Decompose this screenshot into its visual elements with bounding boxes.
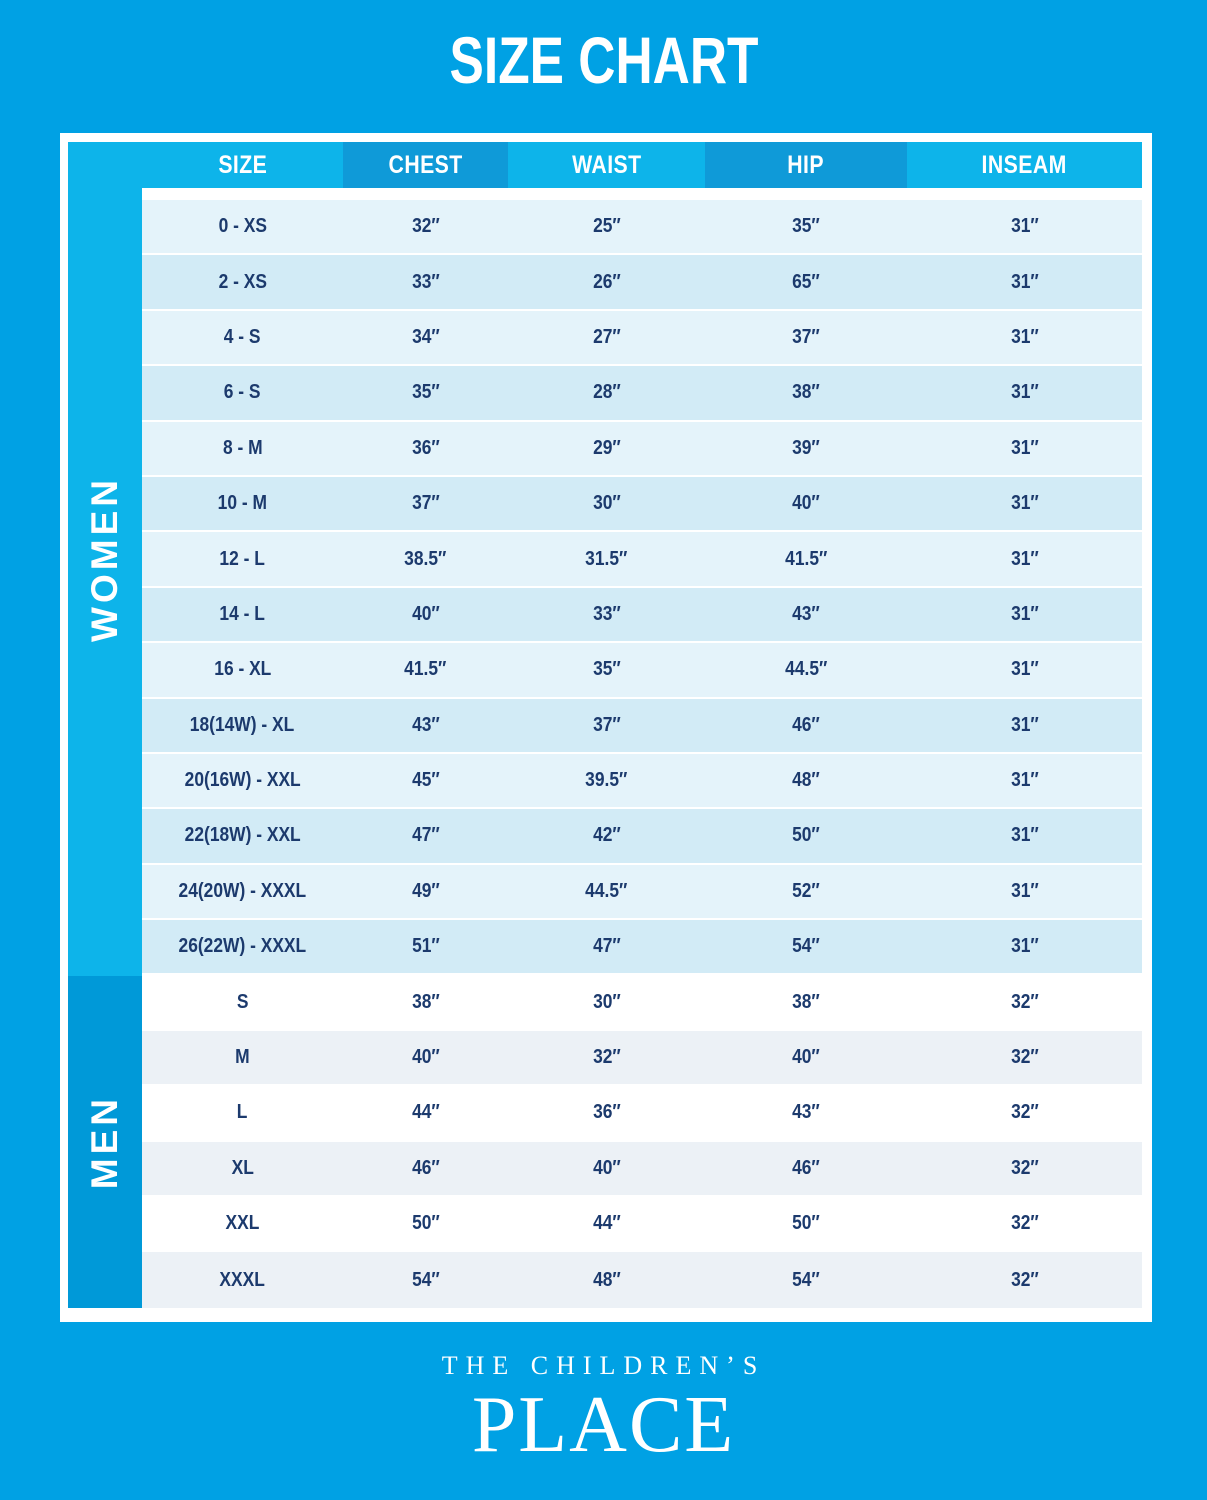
table-row bbox=[142, 1252, 1142, 1307]
cell-size-value: 18(14W) - XL bbox=[190, 713, 295, 736]
cell-waist bbox=[508, 366, 705, 419]
cell-inseam-value: 32″ bbox=[1010, 1046, 1039, 1069]
table-row bbox=[142, 754, 1142, 809]
cell-inseam-value: 32″ bbox=[1010, 1101, 1039, 1124]
cell-chest bbox=[343, 477, 508, 530]
cell-inseam bbox=[907, 588, 1142, 641]
cell-waist-value: 28″ bbox=[592, 381, 621, 404]
cell-waist bbox=[508, 1197, 705, 1250]
cell-waist bbox=[508, 1252, 705, 1307]
header-gap bbox=[142, 188, 1142, 200]
cell-chest-value: 35″ bbox=[411, 381, 440, 404]
cell-inseam-value: 31″ bbox=[1010, 602, 1039, 625]
page-title: SIZE CHART bbox=[449, 23, 758, 97]
table-row bbox=[142, 643, 1142, 698]
cell-hip-value: 38″ bbox=[792, 990, 820, 1013]
cell-hip bbox=[705, 1252, 907, 1307]
cell-waist bbox=[508, 477, 705, 530]
cell-waist-value: 27″ bbox=[592, 325, 621, 348]
header-inseam-label: INSEAM bbox=[981, 150, 1068, 179]
cell-chest-value: 50″ bbox=[411, 1212, 440, 1235]
cell-size bbox=[142, 975, 343, 1028]
table-row bbox=[142, 809, 1142, 864]
cell-inseam-value: 31″ bbox=[1010, 935, 1039, 958]
cell-hip bbox=[705, 754, 907, 807]
cell-size-value: 6 - S bbox=[224, 381, 261, 404]
cell-waist bbox=[508, 532, 705, 585]
cell-waist bbox=[508, 1142, 705, 1195]
table-row bbox=[142, 200, 1142, 255]
cell-chest-value: 54″ bbox=[411, 1268, 440, 1291]
cell-size bbox=[142, 920, 343, 973]
cell-hip-value: 41.5″ bbox=[784, 547, 828, 570]
table-row bbox=[142, 366, 1142, 421]
cell-waist bbox=[508, 255, 705, 308]
cell-inseam bbox=[907, 809, 1142, 862]
cell-waist bbox=[508, 975, 705, 1028]
table-row bbox=[142, 1142, 1142, 1197]
cell-chest-value: 33″ bbox=[411, 270, 440, 293]
cell-chest-value: 49″ bbox=[411, 879, 440, 902]
cell-inseam bbox=[907, 643, 1142, 696]
cell-inseam bbox=[907, 311, 1142, 364]
cell-size bbox=[142, 311, 343, 364]
cell-hip-value: 46″ bbox=[792, 713, 820, 736]
table-row bbox=[142, 920, 1142, 975]
cell-inseam-value: 31″ bbox=[1010, 879, 1039, 902]
cell-waist-value: 47″ bbox=[592, 935, 621, 958]
cell-hip-value: 38″ bbox=[792, 381, 820, 404]
cell-chest bbox=[343, 311, 508, 364]
cell-hip-value: 35″ bbox=[792, 215, 820, 238]
table-row bbox=[142, 699, 1142, 754]
cell-chest bbox=[343, 754, 508, 807]
cell-chest bbox=[343, 975, 508, 1028]
cell-hip-value: 54″ bbox=[792, 1268, 820, 1291]
cell-inseam-value: 31″ bbox=[1010, 713, 1039, 736]
cell-size-value: L bbox=[237, 1101, 248, 1124]
cell-inseam-value: 31″ bbox=[1010, 769, 1039, 792]
cell-chest bbox=[343, 809, 508, 862]
cell-waist bbox=[508, 865, 705, 918]
cell-size-value: XL bbox=[231, 1156, 254, 1179]
cell-hip-value: 39″ bbox=[792, 436, 820, 459]
cell-size bbox=[142, 865, 343, 918]
cell-waist bbox=[508, 754, 705, 807]
cell-waist-value: 35″ bbox=[592, 658, 621, 681]
cell-waist-value: 42″ bbox=[592, 824, 621, 847]
table-row bbox=[142, 1086, 1142, 1141]
cell-waist-value: 33″ bbox=[592, 602, 621, 625]
header-inseam bbox=[907, 142, 1142, 188]
cell-waist bbox=[508, 643, 705, 696]
cell-chest-value: 43″ bbox=[411, 713, 440, 736]
cell-waist bbox=[508, 311, 705, 364]
cell-chest bbox=[343, 255, 508, 308]
cell-inseam bbox=[907, 975, 1142, 1028]
cell-inseam bbox=[907, 422, 1142, 475]
cell-inseam bbox=[907, 200, 1142, 253]
cell-inseam-value: 31″ bbox=[1010, 436, 1039, 459]
cell-waist-value: 36″ bbox=[592, 1101, 621, 1124]
cell-hip-value: 54″ bbox=[792, 935, 820, 958]
cell-hip bbox=[705, 200, 907, 253]
cell-hip bbox=[705, 477, 907, 530]
cell-hip bbox=[705, 1086, 907, 1139]
cell-chest-value: 45″ bbox=[411, 769, 440, 792]
cell-inseam-value: 32″ bbox=[1010, 1268, 1039, 1291]
cell-chest bbox=[343, 699, 508, 752]
men-section-block bbox=[68, 976, 142, 1308]
cell-chest-value: 37″ bbox=[411, 492, 440, 515]
cell-waist-value: 48″ bbox=[592, 1268, 621, 1291]
cell-chest bbox=[343, 1142, 508, 1195]
cell-inseam-value: 32″ bbox=[1010, 990, 1039, 1013]
cell-inseam bbox=[907, 477, 1142, 530]
cell-chest-value: 47″ bbox=[411, 824, 440, 847]
cell-hip bbox=[705, 865, 907, 918]
cell-waist-value: 32″ bbox=[592, 1046, 621, 1069]
cell-inseam-value: 31″ bbox=[1010, 658, 1039, 681]
cell-hip bbox=[705, 588, 907, 641]
cell-chest-value: 46″ bbox=[411, 1156, 440, 1179]
cell-size bbox=[142, 588, 343, 641]
cell-size bbox=[142, 643, 343, 696]
cell-size bbox=[142, 1031, 343, 1084]
cell-chest bbox=[343, 366, 508, 419]
header-size-label: SIZE bbox=[218, 150, 267, 179]
table-main bbox=[142, 142, 1142, 1308]
cell-hip-value: 43″ bbox=[792, 602, 820, 625]
table-row bbox=[142, 975, 1142, 1030]
cell-waist bbox=[508, 699, 705, 752]
cell-chest bbox=[343, 1031, 508, 1084]
cell-size bbox=[142, 809, 343, 862]
cell-inseam bbox=[907, 1031, 1142, 1084]
cell-hip bbox=[705, 255, 907, 308]
cell-inseam-value: 32″ bbox=[1010, 1156, 1039, 1179]
women-section-block bbox=[68, 142, 142, 976]
cell-size bbox=[142, 366, 343, 419]
cell-size-value: XXL bbox=[225, 1212, 260, 1235]
cell-waist-value: 44.5″ bbox=[585, 879, 628, 902]
cell-hip bbox=[705, 1031, 907, 1084]
cell-inseam-value: 31″ bbox=[1010, 381, 1039, 404]
table-row bbox=[142, 422, 1142, 477]
cell-size-value: 8 - M bbox=[222, 436, 263, 459]
table-row bbox=[142, 1197, 1142, 1252]
cell-waist-value: 30″ bbox=[592, 492, 621, 515]
cell-inseam bbox=[907, 1197, 1142, 1250]
section-sidebar bbox=[68, 142, 142, 1308]
cell-size bbox=[142, 255, 343, 308]
cell-inseam bbox=[907, 754, 1142, 807]
cell-size bbox=[142, 200, 343, 253]
cell-chest bbox=[343, 865, 508, 918]
cell-hip bbox=[705, 366, 907, 419]
cell-size bbox=[142, 1142, 343, 1195]
cell-hip-value: 65″ bbox=[792, 270, 820, 293]
cell-waist bbox=[508, 422, 705, 475]
cell-size-value: 22(18W) - XXL bbox=[184, 824, 301, 847]
cell-hip bbox=[705, 920, 907, 973]
cell-size-value: 10 - M bbox=[217, 492, 268, 515]
cell-chest-value: 38.5″ bbox=[404, 547, 447, 570]
cell-waist-value: 44″ bbox=[592, 1212, 621, 1235]
cell-waist-value: 25″ bbox=[592, 215, 621, 238]
cell-waist-value: 31.5″ bbox=[585, 547, 628, 570]
cell-inseam bbox=[907, 699, 1142, 752]
cell-hip-value: 40″ bbox=[792, 1046, 820, 1069]
cell-inseam-value: 31″ bbox=[1010, 492, 1039, 515]
cell-size-value: 16 - XL bbox=[213, 658, 272, 681]
cell-hip bbox=[705, 1142, 907, 1195]
cell-chest-value: 51″ bbox=[411, 935, 440, 958]
cell-chest bbox=[343, 920, 508, 973]
brand-logo bbox=[0, 1351, 1207, 1469]
cell-waist-value: 39.5″ bbox=[585, 769, 628, 792]
cell-size-value: 4 - S bbox=[224, 325, 261, 348]
cell-chest bbox=[343, 643, 508, 696]
cell-inseam-value: 31″ bbox=[1010, 270, 1039, 293]
cell-chest bbox=[343, 1086, 508, 1139]
cell-size bbox=[142, 477, 343, 530]
cell-waist-value: 37″ bbox=[592, 713, 621, 736]
cell-hip bbox=[705, 643, 907, 696]
cell-size bbox=[142, 422, 343, 475]
table-row bbox=[142, 1031, 1142, 1086]
table-body-rows bbox=[142, 200, 1142, 1308]
cell-inseam bbox=[907, 532, 1142, 585]
table-row bbox=[142, 311, 1142, 366]
cell-size-value: 14 - L bbox=[219, 602, 266, 625]
header-chest bbox=[343, 142, 508, 188]
header-waist-label: WAIST bbox=[571, 150, 642, 179]
cell-waist bbox=[508, 920, 705, 973]
cell-size bbox=[142, 699, 343, 752]
men-section-label: MEN bbox=[84, 1094, 125, 1189]
cell-waist-value: 26″ bbox=[592, 270, 621, 293]
cell-hip-value: 40″ bbox=[792, 492, 820, 515]
cell-size-value: S bbox=[236, 990, 249, 1013]
cell-waist bbox=[508, 588, 705, 641]
cell-chest-value: 40″ bbox=[411, 1046, 440, 1069]
cell-chest bbox=[343, 1252, 508, 1307]
table-row bbox=[142, 255, 1142, 310]
cell-chest-value: 40″ bbox=[411, 602, 440, 625]
table-row bbox=[142, 588, 1142, 643]
cell-hip bbox=[705, 532, 907, 585]
cell-size bbox=[142, 754, 343, 807]
cell-hip-value: 50″ bbox=[792, 1212, 820, 1235]
cell-waist-value: 30″ bbox=[592, 990, 621, 1013]
cell-chest bbox=[343, 422, 508, 475]
cell-inseam bbox=[907, 255, 1142, 308]
cell-chest-value: 44″ bbox=[411, 1101, 440, 1124]
cell-size bbox=[142, 1197, 343, 1250]
cell-chest bbox=[343, 532, 508, 585]
cell-size-value: 26(22W) - XXXL bbox=[178, 935, 307, 958]
cell-waist bbox=[508, 809, 705, 862]
cell-chest bbox=[343, 200, 508, 253]
cell-size-value: 12 - L bbox=[219, 547, 266, 570]
cell-chest-value: 36″ bbox=[411, 436, 440, 459]
cell-waist-value: 29″ bbox=[592, 436, 621, 459]
cell-hip bbox=[705, 311, 907, 364]
cell-hip-value: 52″ bbox=[792, 879, 820, 902]
cell-size bbox=[142, 532, 343, 585]
cell-inseam-value: 31″ bbox=[1010, 547, 1039, 570]
brand-name-bottom: PLACE bbox=[471, 1380, 736, 1469]
size-table bbox=[60, 133, 1152, 1322]
cell-inseam-value: 31″ bbox=[1010, 215, 1039, 238]
cell-chest-value: 32″ bbox=[411, 215, 440, 238]
table-header-row bbox=[142, 142, 1142, 188]
cell-waist-value: 40″ bbox=[592, 1156, 621, 1179]
table-row bbox=[142, 477, 1142, 532]
cell-chest bbox=[343, 588, 508, 641]
cell-chest-value: 41.5″ bbox=[404, 658, 447, 681]
cell-inseam bbox=[907, 1252, 1142, 1307]
cell-hip bbox=[705, 1197, 907, 1250]
table-row bbox=[142, 532, 1142, 587]
cell-chest bbox=[343, 1197, 508, 1250]
cell-size-value: 0 - XS bbox=[218, 215, 267, 238]
cell-size-value: 20(16W) - XXL bbox=[184, 769, 301, 792]
cell-waist bbox=[508, 1086, 705, 1139]
cell-hip-value: 48″ bbox=[792, 769, 820, 792]
cell-hip bbox=[705, 809, 907, 862]
women-section-label: WOMEN bbox=[84, 475, 125, 642]
cell-hip-value: 43″ bbox=[792, 1101, 820, 1124]
cell-waist bbox=[508, 1031, 705, 1084]
cell-inseam bbox=[907, 1086, 1142, 1139]
header-waist bbox=[508, 142, 705, 188]
cell-chest-value: 38″ bbox=[411, 990, 440, 1013]
cell-size-value: 2 - XS bbox=[218, 270, 267, 293]
cell-inseam-value: 31″ bbox=[1010, 824, 1039, 847]
header-chest-label: CHEST bbox=[388, 150, 463, 179]
cell-hip bbox=[705, 975, 907, 1028]
cell-inseam-value: 31″ bbox=[1010, 325, 1039, 348]
cell-hip-value: 37″ bbox=[792, 325, 820, 348]
cell-size-value: XXXL bbox=[219, 1268, 266, 1291]
cell-hip-value: 46″ bbox=[792, 1156, 820, 1179]
header-size bbox=[142, 142, 343, 188]
cell-size-value: 24(20W) - XXXL bbox=[178, 879, 307, 902]
cell-hip bbox=[705, 422, 907, 475]
cell-size-value: M bbox=[235, 1046, 250, 1069]
cell-waist bbox=[508, 200, 705, 253]
header-hip bbox=[705, 142, 907, 188]
header-hip-label: HIP bbox=[787, 150, 825, 179]
cell-size bbox=[142, 1086, 343, 1139]
cell-hip-value: 50″ bbox=[792, 824, 820, 847]
cell-inseam bbox=[907, 366, 1142, 419]
page-header bbox=[0, 24, 1207, 97]
cell-inseam bbox=[907, 920, 1142, 973]
table-row bbox=[142, 865, 1142, 920]
cell-size bbox=[142, 1252, 343, 1307]
brand-name-top: THE CHILDREN’S bbox=[441, 1351, 766, 1380]
cell-inseam-value: 32″ bbox=[1010, 1212, 1039, 1235]
cell-inseam bbox=[907, 1142, 1142, 1195]
cell-chest-value: 34″ bbox=[411, 325, 440, 348]
cell-inseam bbox=[907, 865, 1142, 918]
cell-hip bbox=[705, 699, 907, 752]
cell-hip-value: 44.5″ bbox=[784, 658, 828, 681]
